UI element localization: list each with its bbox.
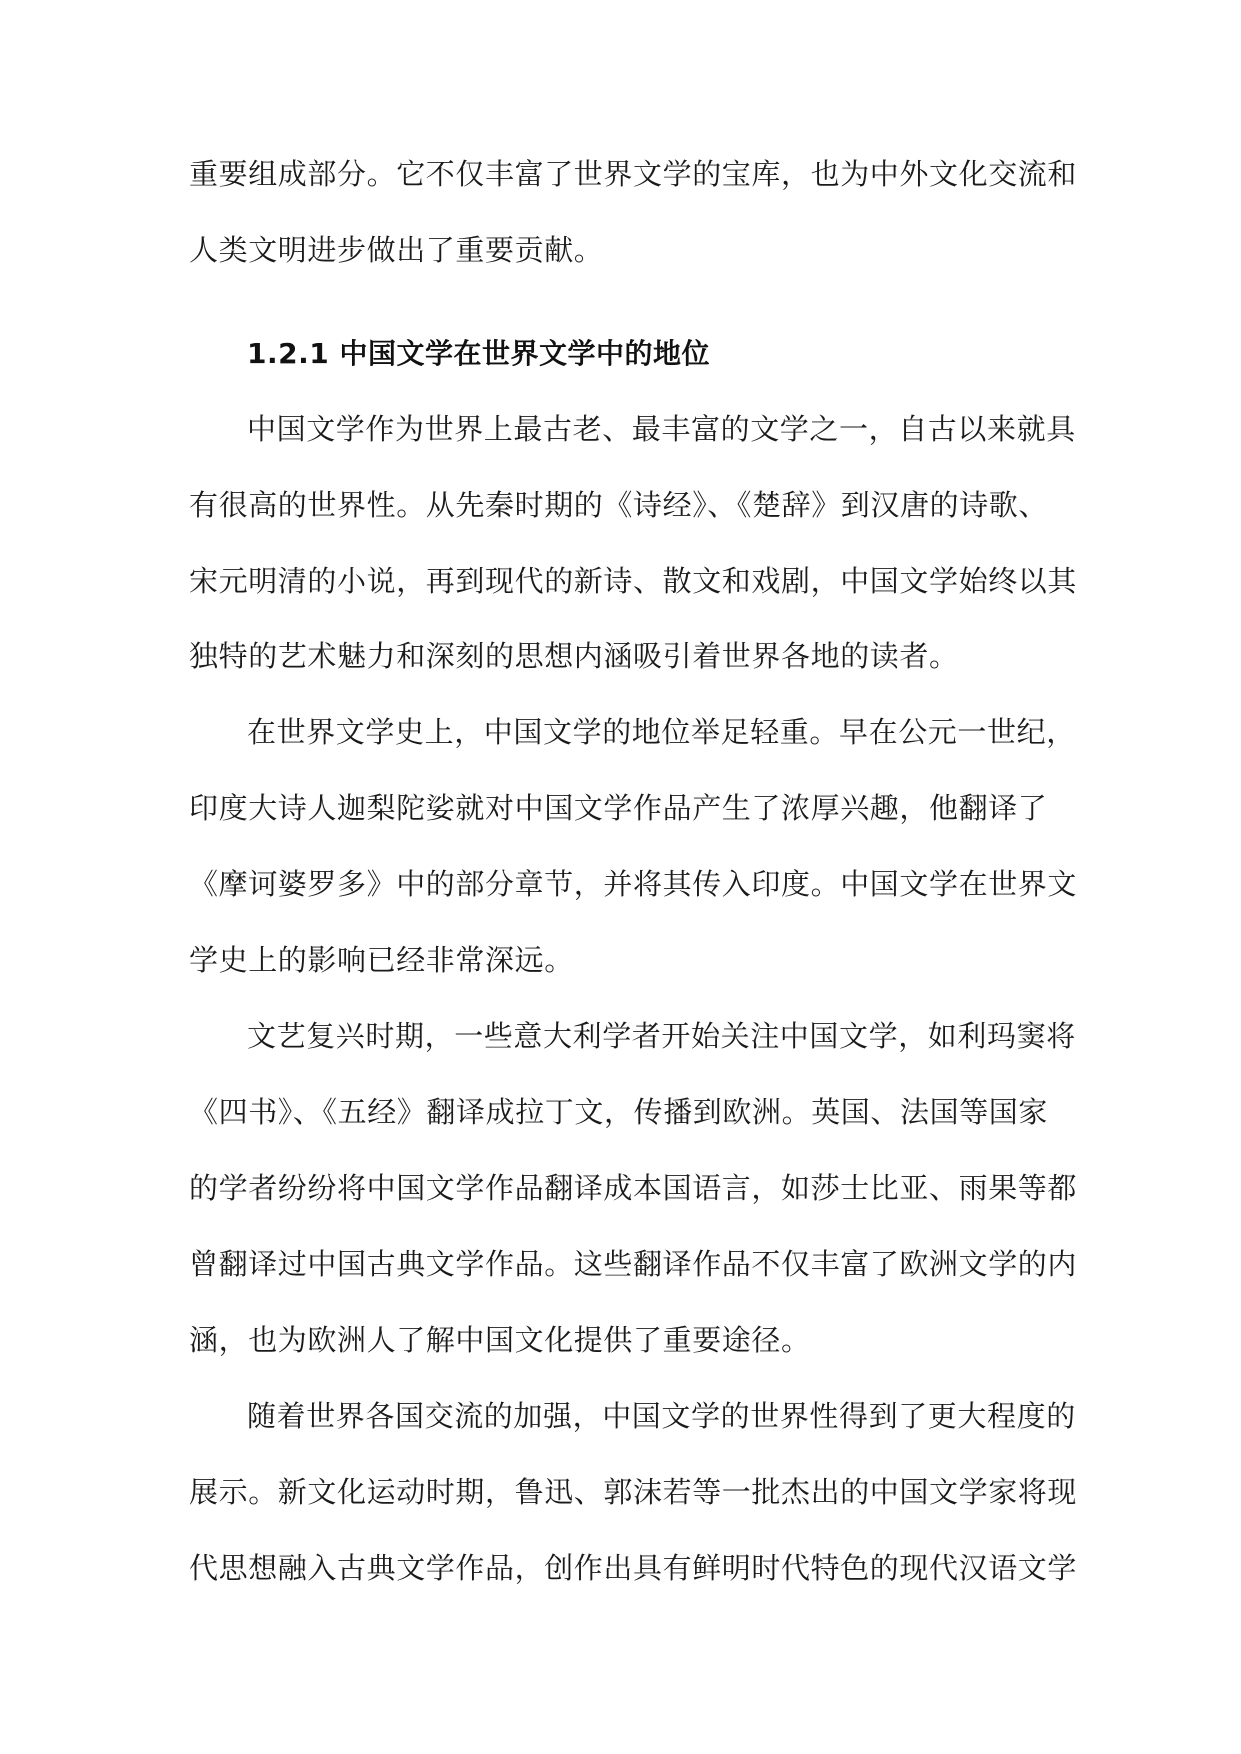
paragraph-line: 涵，也为欧洲人了解中国文化提供了重要途径。 [189,1323,811,1357]
paragraph-line: 独特的艺术魅力和深刻的思想内涵吸引着世界各地的读者。 [189,639,959,673]
paragraph-line: 宋元明清的小说，再到现代的新诗、散文和戏剧，中国文学始终以其 [189,564,1078,598]
paragraph-line: 学史上的影响已经非常深远。 [189,943,574,977]
continuation-line: 重要组成部分。它不仅丰富了世界文学的宝库，也为中外文化交流和 [189,157,1078,191]
paragraph-line: 随着世界各国交流的加强，中国文学的世界性得到了更大程度的 [247,1399,1076,1433]
paragraph-line: 《四书》、《五经》翻译成拉丁文，传播到欧洲。英国、法国等国家 [189,1095,1049,1129]
paragraph-line: 有很高的世界性。从先秦时期的《诗经》、《楚辞》到汉唐的诗歌、 [189,488,1049,522]
section-heading: 1.2.1 中国文学在世界文学中的地位 [247,337,710,370]
continuation-line: 人类文明进步做出了重要贡献。 [189,233,604,267]
paragraph-line: 《摩诃婆罗多》中的部分章节，并将其传入印度。中国文学在世界文 [189,867,1078,901]
paragraph-line: 文艺复兴时期，一些意大利学者开始关注中国文学，如利玛窦将 [247,1019,1076,1053]
paragraph-line: 的学者纷纷将中国文学作品翻译成本国语言，如莎士比亚、雨果等都 [189,1171,1078,1205]
paragraph-line: 中国文学作为世界上最古老、最丰富的文学之一，自古以来就具 [247,412,1076,446]
paragraph-line: 代思想融入古典文学作品，创作出具有鲜明时代特色的现代汉语文学 [189,1551,1078,1585]
paragraph-line: 印度大诗人迦梨陀娑就对中国文学作品产生了浓厚兴趣，他翻译了 [189,791,1048,825]
paragraph-line: 曾翻译过中国古典文学作品。这些翻译作品不仅丰富了欧洲文学的内 [189,1247,1078,1281]
paragraph-line: 在世界文学史上，中国文学的地位举足轻重。早在公元一世纪， [247,715,1076,749]
paragraph-line: 展示。新文化运动时期，鲁迅、郭沫若等一批杰出的中国文学家将现 [189,1475,1078,1509]
